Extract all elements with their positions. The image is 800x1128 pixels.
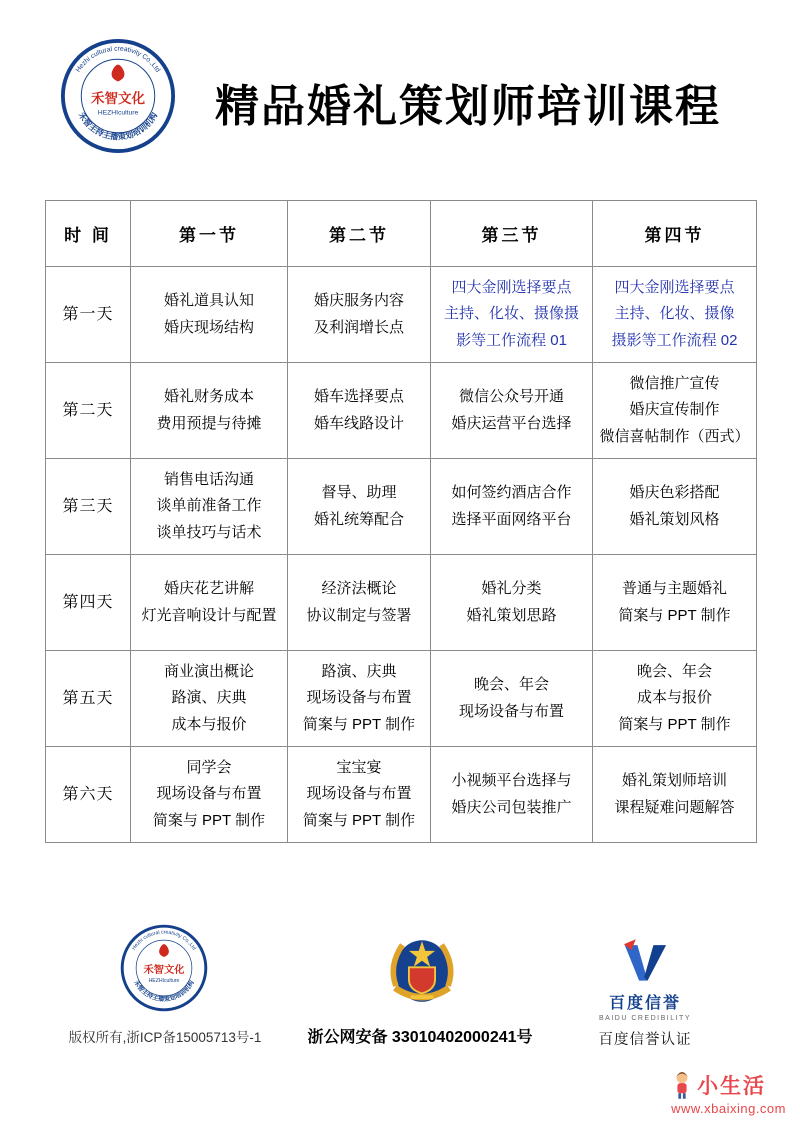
course-cell: 晚会、年会 现场设备与布置 — [431, 651, 593, 747]
course-cell: 婚车选择要点 婚车线路设计 — [288, 363, 431, 459]
day-label: 第五天 — [46, 651, 131, 747]
course-cell: 商业演出概论 路演、庆典 成本与报价 — [131, 651, 288, 747]
hezhi-logo-footer-icon — [120, 924, 208, 1012]
course-cell: 婚庆花艺讲解 灯光音响设计与配置 — [131, 555, 288, 651]
table-header — [46, 201, 757, 267]
course-cell: 普通与主题婚礼 简案与 PPT 制作 — [593, 555, 757, 651]
course-cell: 婚庆服务内容 及利润增长点 — [288, 267, 431, 363]
svg-text:禾智文化: 禾智文化 — [143, 965, 185, 977]
column-header: 第三节 — [431, 201, 593, 267]
watermark-site-url: www.xbaixing.com — [671, 1101, 786, 1116]
course-cell: 销售电话沟通 谈单前准备工作 谈单技巧与话术 — [131, 459, 288, 555]
baidu-name-label: 百度信誉 — [608, 995, 681, 1012]
table-body — [46, 267, 757, 843]
day-label: 第四天 — [46, 555, 131, 651]
table-row — [46, 651, 757, 747]
course-cell: 婚礼道具认知 婚庆现场结构 — [131, 267, 288, 363]
baidu-en-label: BAIDU CREDIBILITY — [598, 1015, 691, 1022]
table-row — [46, 459, 757, 555]
svg-text:禾智主持主播策划培训机构: 禾智主持主播策划培训机构 — [76, 110, 160, 142]
baidu-credibility-block — [585, 938, 705, 1022]
column-header: 第二节 — [288, 201, 431, 267]
copyright-text: 版权所有,浙ICP备15005713号-1 — [68, 1030, 262, 1045]
course-cell: 小视频平台选择与 婚庆公司包装推广 — [431, 747, 593, 843]
course-table — [45, 200, 757, 843]
course-cell: 婚礼分类 婚礼策划思路 — [431, 555, 593, 651]
svg-text:禾智主持主播策划培训机构: 禾智主持主播策划培训机构 — [132, 979, 196, 1004]
course-cell: 宝宝宴 现场设备与布置 简案与 PPT 制作 — [288, 747, 431, 843]
svg-text:Hezhi cultural creativity Co.,: Hezhi cultural creativity Co.,Ltd — [74, 45, 162, 74]
course-cell: 督导、助理 婚礼统筹配合 — [288, 459, 431, 555]
course-cell: 微信公众号开通 婚庆运营平台选择 — [431, 363, 593, 459]
baidu-cert-text: 百度信誉认证 — [598, 1032, 692, 1048]
watermark-site-name: 小生活 — [697, 1075, 767, 1098]
police-record-text: 浙公网安备 33010402000241号 — [307, 1029, 533, 1046]
watermark-mascot-icon — [671, 1070, 693, 1100]
course-cell: 如何签约酒店合作 选择平面网络平台 — [431, 459, 593, 555]
column-header: 时 间 — [46, 201, 131, 267]
course-cell: 路演、庆典 现场设备与布置 简案与 PPT 制作 — [288, 651, 431, 747]
table-row — [46, 555, 757, 651]
column-header: 第四节 — [593, 201, 757, 267]
course-cell: 婚礼策划师培训 课程疑难问题解答 — [593, 747, 757, 843]
day-label: 第二天 — [46, 363, 131, 459]
svg-text:HEZHIculture: HEZHIculture — [97, 109, 139, 117]
svg-text:Hezhi cultural creativity Co.,: Hezhi cultural creativity Co.,Ltd — [131, 929, 197, 952]
svg-text:禾智文化: 禾智文化 — [90, 90, 146, 106]
course-cell: 同学会 现场设备与布置 简案与 PPT 制作 — [131, 747, 288, 843]
column-header: 第一节 — [131, 201, 288, 267]
page-title: 精品婚礼策划师培训课程 — [215, 82, 721, 131]
course-cell: 婚庆色彩搭配 婚礼策划风格 — [593, 459, 757, 555]
table-row — [46, 363, 757, 459]
day-label: 第六天 — [46, 747, 131, 843]
course-cell: 四大金刚选择要点 主持、化妆、摄像 摄影等工作流程 02 — [593, 267, 757, 363]
site-watermark — [671, 1070, 786, 1116]
course-cell: 微信推广宣传 婚庆宣传制作 微信喜帖制作（西式） — [593, 363, 757, 459]
table-row — [46, 267, 757, 363]
day-label: 第三天 — [46, 459, 131, 555]
course-cell: 晚会、年会 成本与报价 简案与 PPT 制作 — [593, 651, 757, 747]
table-row — [46, 747, 757, 843]
day-label: 第一天 — [46, 267, 131, 363]
baidu-credibility-icon — [618, 938, 672, 986]
svg-text:HEZHIculture: HEZHIculture — [148, 977, 180, 984]
hezhi-logo-icon — [60, 38, 176, 154]
police-badge-icon — [380, 928, 464, 1014]
course-cell: 四大金刚选择要点 主持、化妆、摄像摄 影等工作流程 01 — [431, 267, 593, 363]
course-cell: 经济法概论 协议制定与签署 — [288, 555, 431, 651]
course-cell: 婚礼财务成本 费用预提与待摊 — [131, 363, 288, 459]
